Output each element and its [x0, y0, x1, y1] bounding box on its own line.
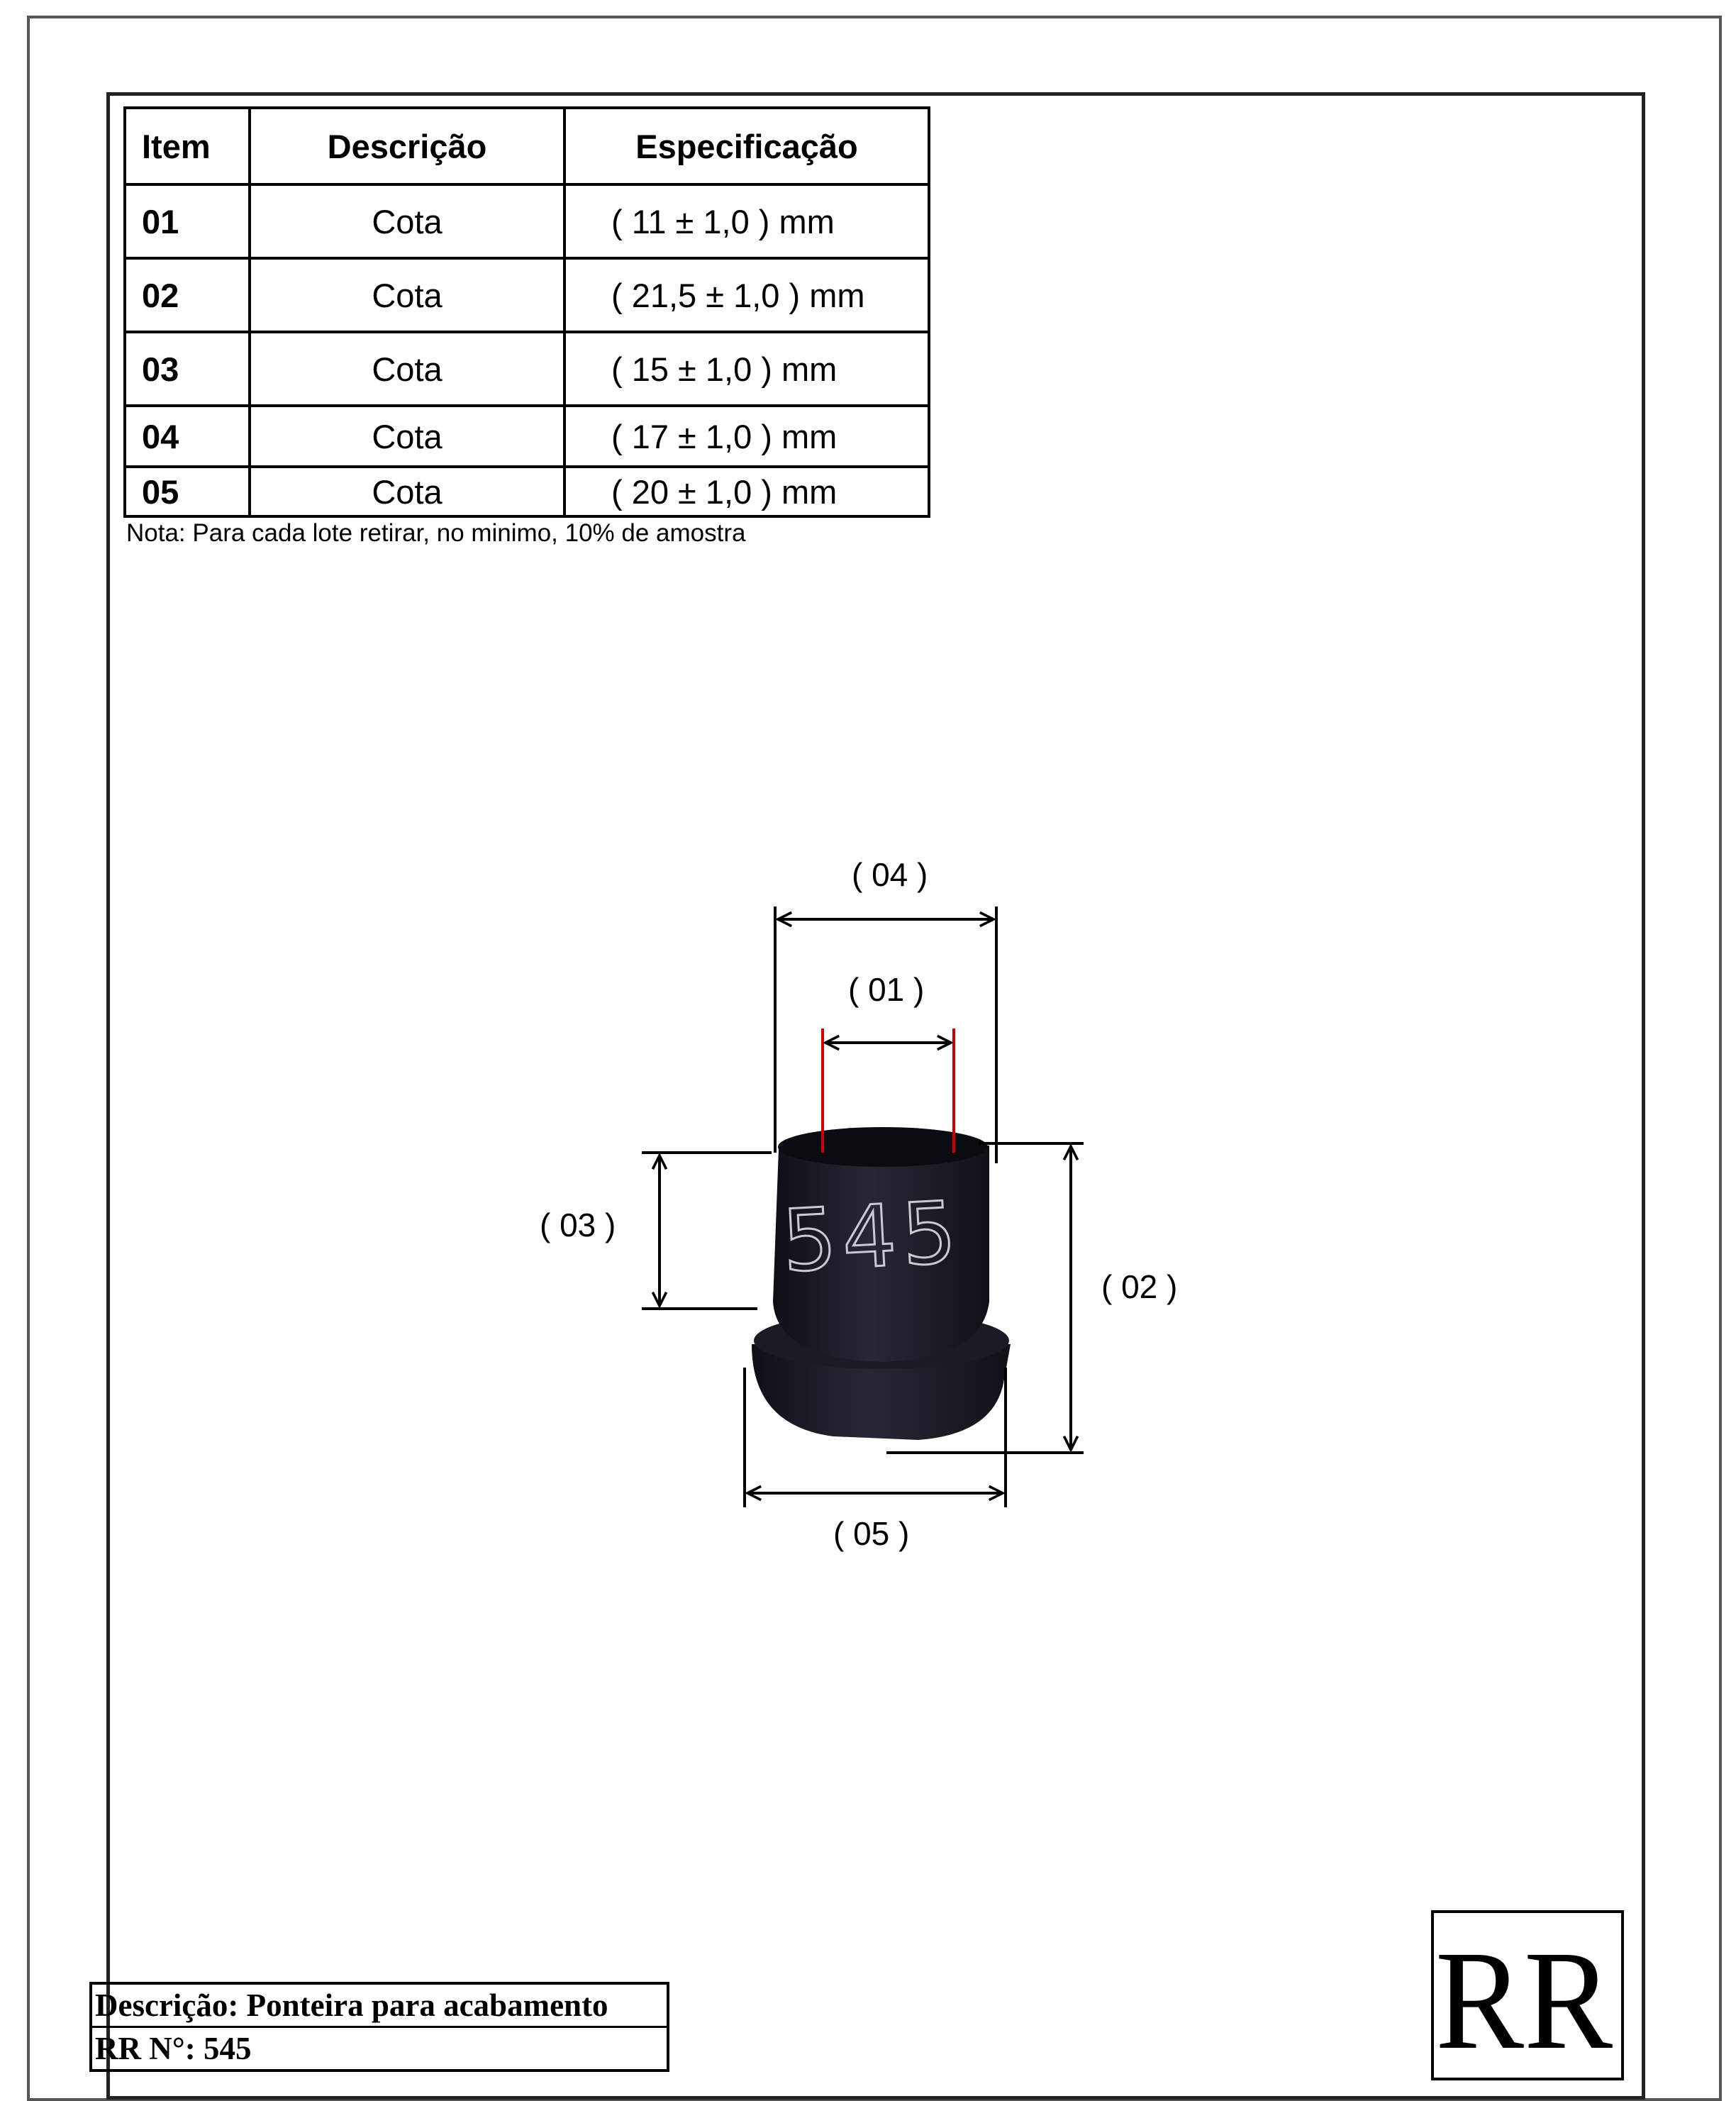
dimension-label-01: ( 01 )	[848, 971, 925, 1008]
dimension-label-05: ( 05 )	[833, 1515, 910, 1552]
row-item: 02	[125, 258, 250, 332]
dimension-label-02: ( 02 )	[1101, 1268, 1178, 1305]
row-descricao: Cota	[250, 184, 564, 258]
row-especificacao: ( 21,5 ± 1,0 ) mm	[564, 258, 929, 332]
row-item: 01	[125, 184, 250, 258]
header-item: Item	[125, 108, 250, 184]
row-descricao: Cota	[250, 406, 564, 467]
rr-logo	[1431, 1910, 1624, 2080]
row-descricao: Cota	[250, 332, 564, 406]
row-especificacao: ( 11 ± 1,0 ) mm	[564, 184, 929, 258]
row-descricao: Cota	[250, 467, 564, 516]
title-block	[89, 1982, 669, 2072]
part-bore	[778, 1127, 988, 1167]
row-item: 04	[125, 406, 250, 467]
row-descricao: Cota	[250, 258, 564, 332]
header-especificacao: Especificação	[564, 108, 929, 184]
header-descricao: Descrição	[250, 108, 564, 184]
title-descricao: Descrição: Ponteira para acabamento	[95, 1988, 608, 2023]
rr-logo-text: RR	[1435, 1922, 1613, 2078]
row-especificacao: ( 20 ± 1,0 ) mm	[564, 467, 929, 516]
rubber-end-cap-part	[752, 1127, 1011, 1440]
row-item: 03	[125, 332, 250, 406]
part-marking: 545	[779, 1183, 964, 1292]
dimension-label-03: ( 03 )	[540, 1207, 616, 1243]
row-especificacao: ( 17 ± 1,0 ) mm	[564, 406, 929, 467]
dimension-label-04: ( 04 )	[852, 856, 928, 893]
title-rr-number: RR N°: 545	[92, 2026, 667, 2069]
row-especificacao: ( 15 ± 1,0 ) mm	[564, 332, 929, 406]
rr-logo-mark	[1434, 1913, 1621, 2078]
row-item: 05	[125, 467, 250, 516]
sampling-note: Nota: Para cada lote retirar, no minimo, 10% de amostra	[126, 519, 746, 547]
